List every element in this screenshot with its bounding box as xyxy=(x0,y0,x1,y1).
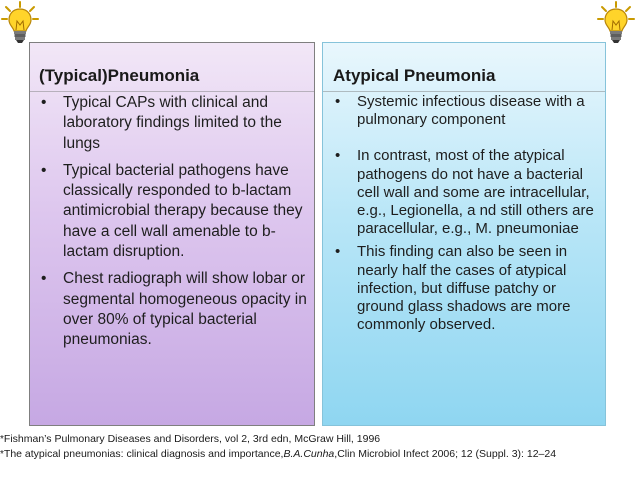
bullet-icon: • xyxy=(335,243,341,261)
references xyxy=(0,432,638,462)
lightbulb-icon xyxy=(596,0,636,46)
bullet-icon: • xyxy=(41,270,47,288)
lightbulb-icon xyxy=(0,0,40,46)
bullet-text: Typical CAPs with clinical and laboratory findings limited to the lungs xyxy=(63,94,282,152)
typical-pneumonia-panel xyxy=(29,42,315,426)
bullet-icon: • xyxy=(41,161,47,179)
reference-marker: * xyxy=(0,449,4,460)
bullet-text: Typical bacterial pathogens have classically responded to b-lactam antimicrobial therapy because they have a cell wall amenable to b-lactam disruption. xyxy=(63,161,303,261)
reference-item xyxy=(0,447,638,462)
list-item xyxy=(333,243,605,334)
list-item xyxy=(39,269,311,350)
bullet-list xyxy=(39,93,311,358)
panel-title: (Typical)Pneumonia xyxy=(39,66,200,85)
reference-author: B.A.Cunha xyxy=(283,448,335,460)
panel-title: Atypical Pneumonia xyxy=(333,66,496,85)
bullet-list xyxy=(333,93,605,339)
reference-item xyxy=(0,432,638,447)
list-item xyxy=(39,93,311,154)
reference-marker: * xyxy=(0,434,4,445)
bullet-text: In contrast, most of the atypical pathogens do not have a bacterial cell wall and some are intracellular, e.g., Legionella, a nd still others are paracellular, e.g., M. pneumoniae xyxy=(357,147,594,238)
reference-text: The atypical pneumonias: clinical diagnosis and importance, xyxy=(3,448,284,460)
bullet-icon: • xyxy=(335,147,341,165)
reference-text: Fishman’s Pulmonary Diseases and Disorders, vol 2, 3rd edn, McGraw Hill, 1996 xyxy=(3,433,381,445)
bullet-text: Chest radiograph will show lobar or segmental homogeneous opacity in over 80% of typical bacterial pneumonias. xyxy=(63,270,307,349)
bullet-icon: • xyxy=(335,93,341,110)
atypical-pneumonia-panel xyxy=(322,42,606,426)
title-divider xyxy=(30,91,314,92)
list-item xyxy=(333,93,605,129)
reference-text: ,Clin Microbiol Infect 2006; 12 (Suppl. 3): 12–24 xyxy=(334,448,557,460)
bullet-text: This finding can also be seen in nearly half the cases of atypical infection, but diffuse patchy or ground glass shadows are more commonly observed. xyxy=(357,243,571,334)
bullet-icon: • xyxy=(41,94,47,111)
list-item xyxy=(333,147,605,238)
bullet-text: Systemic infectious disease with a pulmonary component xyxy=(357,93,585,129)
title-divider xyxy=(323,91,605,92)
list-item xyxy=(39,161,311,262)
